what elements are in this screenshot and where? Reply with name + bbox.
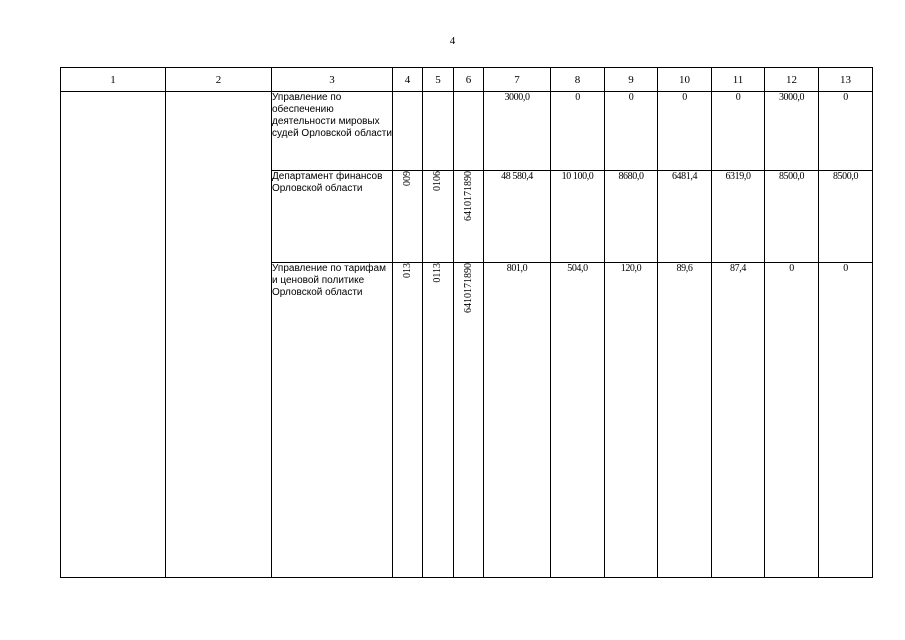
value-cell: 87,4 — [712, 263, 765, 578]
value-cell: 10 100,0 — [551, 171, 605, 263]
column-header: 6 — [454, 68, 484, 92]
value-cell: 0 — [551, 92, 605, 171]
page-number: 4 — [449, 35, 456, 47]
cell-col6: 6410171890 — [454, 171, 484, 263]
column-header: 12 — [765, 68, 819, 92]
value-cell: 6319,0 — [712, 171, 765, 263]
column-header: 7 — [484, 68, 551, 92]
row-name: Департамент финансов Орловской области — [272, 171, 393, 263]
cell-col5: 0106 — [423, 171, 454, 263]
column-header: 11 — [712, 68, 765, 92]
value-cell: 504,0 — [551, 263, 605, 578]
column-header: 8 — [551, 68, 605, 92]
value-cell: 8500,0 — [765, 171, 819, 263]
column-header: 3 — [272, 68, 393, 92]
cell-col1 — [61, 92, 166, 578]
row-name: Управление по тарифам и ценовой политике Орловской области — [272, 263, 393, 578]
column-header: 10 — [658, 68, 712, 92]
cell-col4: 013 — [393, 263, 423, 578]
column-header: 9 — [605, 68, 658, 92]
column-header: 1 — [61, 68, 166, 92]
value-cell: 89,6 — [658, 263, 712, 578]
value-cell: 0 — [658, 92, 712, 171]
value-cell: 3000,0 — [484, 92, 551, 171]
header-row — [61, 68, 873, 92]
column-header: 2 — [166, 68, 272, 92]
cell-col4 — [393, 92, 423, 171]
value-cell: 48 580,4 — [484, 171, 551, 263]
value-cell: 0 — [819, 92, 873, 171]
row-name: Управление по обеспечению деятельности мировых судей Орловской области — [272, 92, 393, 171]
cell-col5 — [423, 92, 454, 171]
value-cell: 6481,4 — [658, 171, 712, 263]
column-header: 4 — [393, 68, 423, 92]
value-cell: 801,0 — [484, 263, 551, 578]
value-cell: 8500,0 — [819, 171, 873, 263]
value-cell: 8680,0 — [605, 171, 658, 263]
cell-col6: 6410171890 — [454, 263, 484, 578]
cell-col6 — [454, 92, 484, 171]
column-header: 13 — [819, 68, 873, 92]
table-row — [61, 92, 873, 171]
cell-col4: 009 — [393, 171, 423, 263]
value-cell: 0 — [712, 92, 765, 171]
value-cell: 0 — [819, 263, 873, 578]
value-cell: 3000,0 — [765, 92, 819, 171]
budget-table — [60, 67, 873, 578]
value-cell: 120,0 — [605, 263, 658, 578]
cell-col2 — [166, 92, 272, 578]
column-header: 5 — [423, 68, 454, 92]
value-cell: 0 — [765, 263, 819, 578]
value-cell: 0 — [605, 92, 658, 171]
cell-col5: 0113 — [423, 263, 454, 578]
